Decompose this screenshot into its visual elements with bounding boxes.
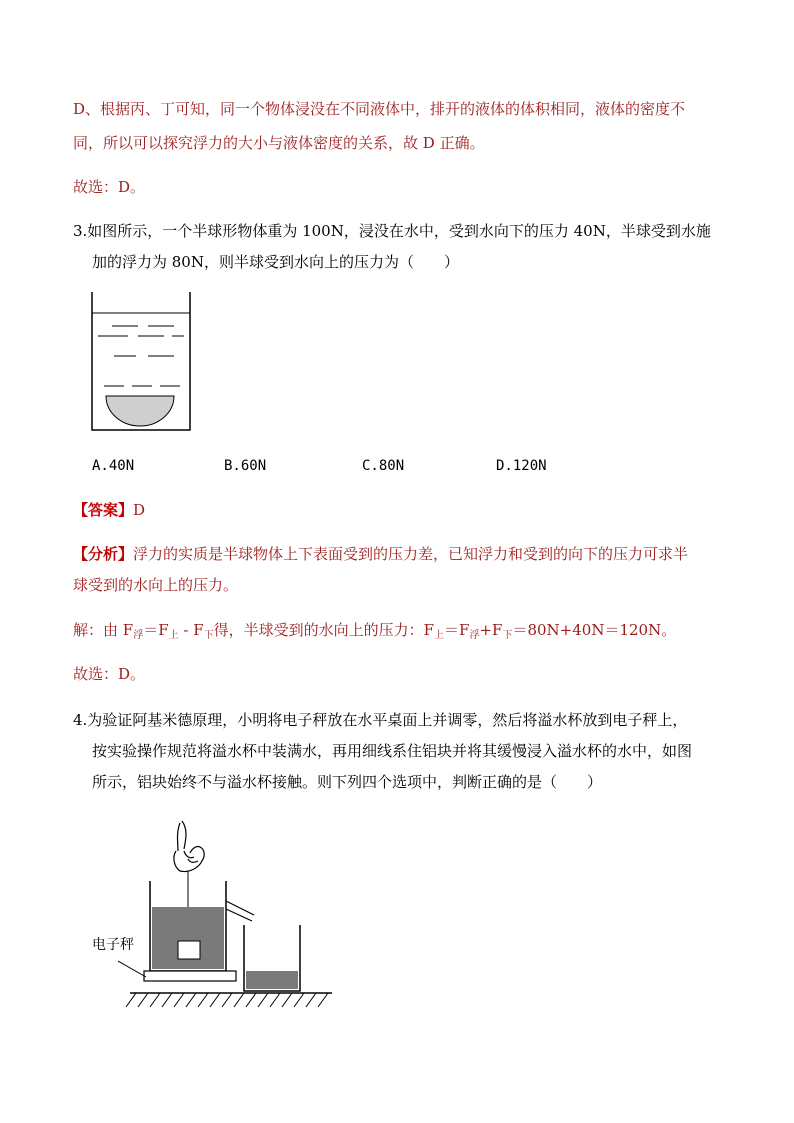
q3-stem-line1: 3.如图所示，一个半球形物体重为 100N，浸没在水中，受到水向下的压力 40N，半球受到水施: [73, 222, 711, 240]
q3-analysis-line1: [73, 544, 688, 564]
q3-figure-beaker: [88, 292, 196, 434]
answer-tag: 【答案】: [73, 501, 134, 519]
q3-choice: 故选：D。: [73, 665, 146, 683]
option-a[interactable]: A.40N: [92, 458, 135, 474]
q3-analysis-line2: 球受到的水向上的压力。: [73, 576, 239, 594]
eq-3: ＝F: [444, 621, 470, 639]
q3-stem-line2: 加的浮力为 80N，则半球受到水向上的压力为（ ）: [92, 253, 459, 271]
hemisphere: [106, 396, 174, 426]
prev-choice: 故选：D。: [73, 178, 146, 196]
sub-float: 浮: [133, 630, 144, 641]
analysis-text-1: 浮力的实质是半球物体上下表面受到的压力差，已知浮力和受到的向下的压力可求半: [133, 545, 689, 563]
sub-down-2: 下: [502, 630, 513, 641]
eq-2: - F: [178, 621, 204, 639]
aluminum-block: [178, 941, 200, 959]
q4-stem-line1: 4.为验证阿基米德原理，小明将电子秤放在水平桌面上并调零，然后将溢水杯放到电子秤上，: [73, 711, 688, 729]
electronic-scale: [144, 971, 236, 981]
sub-up-2: 上: [434, 630, 445, 641]
sub-float-2: 浮: [469, 630, 480, 641]
prev-option-d-line1: D、根据丙、丁可知，同一个物体浸没在不同液体中，排开的液体的体积相同，液体的密度不: [73, 100, 686, 118]
q3-solution: [73, 620, 676, 646]
q4-figure-overflow-cup: [118, 815, 338, 1015]
q4-stem-line3: 所示，铝块始终不与溢水杯接触。则下列四个选项中，判断正确的是（ ）: [92, 773, 603, 791]
eq-1: ＝F: [143, 621, 169, 639]
option-c[interactable]: C.80N: [362, 458, 405, 474]
scale-label: 电子秤: [92, 937, 134, 953]
solution-mid: 得，半球受到的水向上的压力：F: [213, 621, 435, 639]
prev-option-d-line2: 同，所以可以探究浮力的大小与液体密度的关系，故 D 正确。: [73, 134, 485, 152]
solution-prefix: 解：由 F: [73, 621, 134, 639]
q4-stem-line2: 按实验操作规范将溢水杯中装满水，再用细线系住铝块并将其缓慢浸入溢水杯的水中，如图: [92, 742, 693, 760]
eq-4: +F: [479, 621, 503, 639]
label-leader: [118, 961, 146, 977]
option-b[interactable]: B.60N: [224, 458, 267, 474]
sub-down: 下: [203, 630, 214, 641]
analysis-tag: 【分析】: [73, 545, 134, 563]
q3-answer: [73, 500, 145, 520]
solution-end: ＝80N+40N＝120N。: [512, 621, 677, 639]
answer-value: D: [133, 501, 146, 519]
sub-up: 上: [168, 630, 179, 641]
option-d[interactable]: D.120N: [496, 458, 547, 474]
hand-icon: [174, 821, 204, 872]
